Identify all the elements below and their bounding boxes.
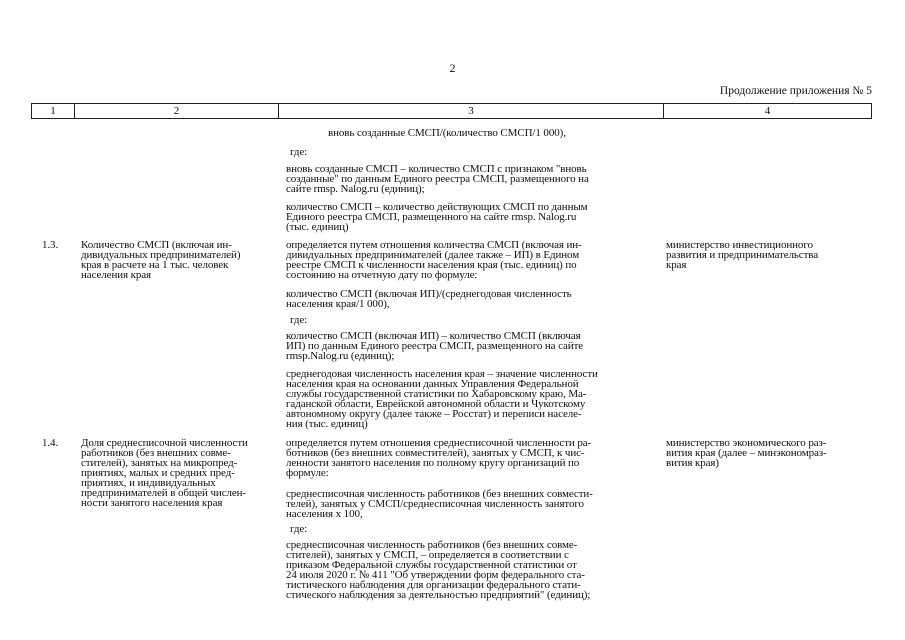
text-line: (тыс. единиц) — [286, 221, 349, 233]
text-line: дивидуальных предпринимателей) — [81, 249, 241, 261]
responsible-1-3 — [666, 240, 818, 270]
text-line: количество СМСП (включая ИП) – количество СМСП (включая — [286, 330, 581, 342]
text-line: дивидуальных предпринимателей (далее также – ИП) в Едином — [286, 249, 580, 261]
table-header-row — [31, 103, 872, 119]
definition-smsp-count — [286, 202, 588, 232]
text-line: определяется путем отношения количества СМСП (включая ин- — [286, 239, 582, 251]
header-col-2: 2 — [74, 104, 278, 118]
continuation-note: Продолжение приложения № 5 — [719, 85, 872, 97]
text-line: где: — [290, 314, 308, 326]
definition-smsp-incl-ip — [286, 331, 583, 361]
text-line: ленности занятого населения по полному кругу организаций по — [286, 457, 580, 469]
definition-avg-population — [286, 369, 598, 429]
indicator-name-1-4 — [81, 438, 248, 508]
text-line: формуле: — [286, 467, 329, 479]
text-line: стического наблюдения за деятельностью предприятий" (единиц); — [286, 589, 591, 601]
text-line: где: — [290, 146, 308, 158]
text-line: приятиях, малых и средних пред- — [81, 467, 235, 479]
definition-avg-headcount — [286, 540, 590, 600]
text-line: службы государственной статистики по Хабаровскому краю, Ма- — [286, 388, 587, 400]
text-line: стителей), занятых на микропред- — [81, 457, 238, 469]
text-line: вития края (далее – минэкономраз- — [666, 447, 827, 459]
text-line: предпринимателей в общей числен- — [81, 487, 247, 499]
definition-new-smsp — [286, 164, 589, 194]
header-col-3: 3 — [278, 104, 663, 118]
text-line: края в расчете на 1 тыс. человек — [81, 259, 229, 271]
formula-employment-share — [286, 489, 593, 519]
text-line: гаданской области, Еврейской автономной области и Чукотскому — [286, 398, 586, 410]
text-line: вития края) — [666, 457, 719, 469]
row-number-1-4 — [42, 438, 58, 448]
text-line: тистического наблюдения для организации федерального стати- — [286, 579, 581, 591]
text-line: rmsp.Nalog.ru (единиц); — [286, 350, 395, 362]
where-label — [290, 315, 307, 325]
text-line: работников (без внешних совме- — [81, 447, 231, 459]
text-line: где: — [290, 523, 308, 535]
text-line: автономному округу (далее также – Росстат) и переписи населе- — [286, 408, 582, 420]
text-line: населения х 100, — [286, 508, 363, 520]
method-1-3 — [286, 240, 582, 280]
text-line: среднесписочная численность работников (без внешних совмести- — [286, 488, 593, 500]
text-line: 1.3. — [42, 239, 59, 251]
header-col-1: 1 — [50, 105, 56, 117]
text-line: ния (тыс. единиц) — [286, 418, 368, 430]
text-line: определяется путем отношения среднесписочной численности ра- — [286, 437, 592, 449]
text-line: ности занятого населения края — [81, 497, 223, 509]
text-line: вновь созданные СМСП – количество СМСП с признаком "вновь — [286, 163, 587, 175]
text-line: министерство инвестиционного — [666, 239, 813, 251]
text-line: населения края на основании данных Управления Федеральной — [286, 378, 579, 390]
text-line: количество СМСП (включая ИП)/(среднегодовая численность — [286, 288, 572, 300]
text-line: ботников (без внешних совместителей), занятых у СМСП, к чис- — [286, 447, 585, 459]
text-line: состоянию на отчетную дату по формуле: — [286, 269, 478, 281]
header-col-4: 4 — [663, 104, 871, 118]
text-line: среднегодовая численность населения края – значение численности — [286, 368, 598, 380]
text-line: стителей), занятых у СМСП, – определяется в соответствии с — [286, 549, 569, 561]
text-line: населения края/1 000), — [286, 298, 390, 310]
row-number-1-3 — [42, 240, 58, 250]
text-line: реестре СМСП к численности населения края (тыс. единиц) по — [286, 259, 577, 271]
text-line: приказом Федеральной службы государственной статистики от — [286, 559, 577, 571]
where-label — [290, 524, 307, 534]
formula-new-smsp — [328, 128, 566, 138]
text-line: телей), занятых у СМСП/среднесписочная численность занятого — [286, 498, 584, 510]
text-line: вновь созданные СМСП/(количество СМСП/1 000), — [328, 127, 566, 139]
text-line: ИП) по данным Единого реестра СМСП, размещенного на сайте — [286, 340, 584, 352]
responsible-1-4 — [666, 438, 827, 468]
page-number: 2 — [449, 61, 456, 75]
formula-smsp-per-1000 — [286, 289, 572, 309]
text-line: среднесписочная численность работников (без внешних совме- — [286, 539, 578, 551]
text-line: министерство экономического раз- — [666, 437, 827, 449]
text-line: Единого реестра СМСП, размещенного на сайте rmsp. Nalog.ru — [286, 211, 577, 223]
text-line: края — [666, 259, 687, 271]
text-line: населения края — [81, 269, 152, 281]
text-line: развития и предпринимательства — [666, 249, 819, 261]
text-line: 1.4. — [42, 437, 59, 449]
text-line: приятиях, и индивидуальных — [81, 477, 216, 489]
method-1-4 — [286, 438, 591, 478]
text-line: количество СМСП – количество действующих СМСП по данным — [286, 201, 588, 213]
text-line: 24 июля 2020 г. № 411 "Об утверждении форм федерального ста- — [286, 569, 585, 581]
text-line: сайте rmsp. Nalog.ru (единиц); — [286, 183, 425, 195]
text-line: Доля среднесписочной численности — [81, 437, 248, 449]
text-line: Количество СМСП (включая ин- — [81, 239, 232, 251]
where-label — [290, 147, 307, 157]
text-line: созданные" по данным Единого реестра СМСП, размещенного на — [286, 173, 589, 185]
indicator-name-1-3 — [81, 240, 240, 280]
